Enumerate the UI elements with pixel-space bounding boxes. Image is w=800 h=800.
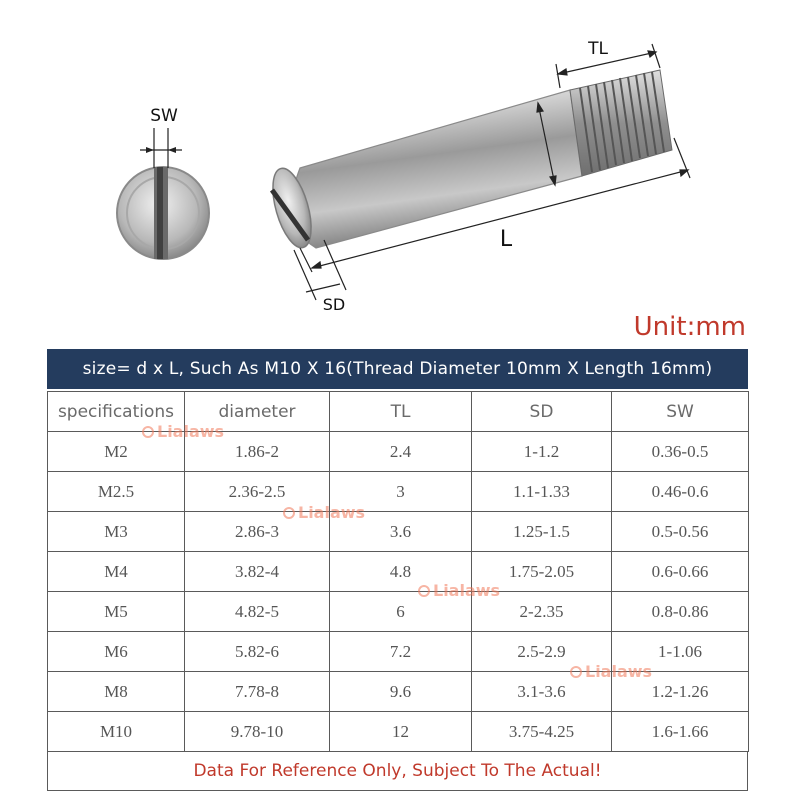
cell-sd: 3.75-4.25 (472, 712, 612, 752)
cell-spec: M8 (48, 672, 185, 712)
cell-sw: 0.36-0.5 (612, 432, 749, 472)
cell-tl: 12 (330, 712, 472, 752)
cell-sd: 2-2.35 (472, 592, 612, 632)
table-row (48, 632, 749, 672)
cell-spec: M2 (48, 432, 185, 472)
cell-sw: 1.6-1.66 (612, 712, 749, 752)
product-figure (0, 0, 800, 345)
cell-tl: 4.8 (330, 552, 472, 592)
cell-spec: M6 (48, 632, 185, 672)
table-row (48, 672, 749, 712)
sw-label: SW (150, 106, 178, 126)
cell-diameter: 4.82-5 (185, 592, 330, 632)
cell-sd: 1.75-2.05 (472, 552, 612, 592)
cell-tl: 9.6 (330, 672, 472, 712)
table-header-row (48, 392, 749, 432)
cell-sw: 0.46-0.6 (612, 472, 749, 512)
cell-diameter: 9.78-10 (185, 712, 330, 752)
cell-sw: 0.5-0.56 (612, 512, 749, 552)
cell-diameter: 3.82-4 (185, 552, 330, 592)
specification-table (47, 391, 749, 752)
cell-sd: 1-1.2 (472, 432, 612, 472)
cell-tl: 3 (330, 472, 472, 512)
sd-label: SD (322, 295, 346, 314)
header-sd: SD (472, 392, 612, 432)
pin-body (265, 70, 672, 252)
cell-sw: 1.2-1.26 (612, 672, 749, 712)
cell-spec: M10 (48, 712, 185, 752)
watermark-text: Lialaws (157, 422, 225, 441)
cell-diameter: 5.82-6 (185, 632, 330, 672)
header-sw: SW (612, 392, 749, 432)
table-row (48, 552, 749, 592)
watermark-text: Lialaws (298, 503, 366, 522)
cell-sw: 0.8-0.86 (612, 592, 749, 632)
header-tl: TL (330, 392, 472, 432)
cell-tl: 3.6 (330, 512, 472, 552)
cell-spec: M4 (48, 552, 185, 592)
cell-diameter: 1.86-2 (185, 432, 330, 472)
cell-spec: M3 (48, 512, 185, 552)
cell-diameter: 2.36-2.5 (185, 472, 330, 512)
cell-sd: 2.5-2.9 (472, 632, 612, 672)
cell-diameter: 7.78-8 (185, 672, 330, 712)
end-view (117, 128, 209, 259)
cell-tl: 6 (330, 592, 472, 632)
l-label: L (499, 227, 513, 252)
table-row (48, 592, 749, 632)
header-diameter: diameter (185, 392, 330, 432)
table-row (48, 472, 749, 512)
cell-sw: 1-1.06 (612, 632, 749, 672)
watermark-text: Lialaws (585, 662, 653, 681)
tl-label: TL (588, 39, 608, 59)
cell-sd: 3.1-3.6 (472, 672, 612, 712)
table-row (48, 712, 749, 752)
size-note-bar: size= d x L, Such As M10 X 16(Thread Diameter 10mm X Length 16mm) (47, 349, 748, 389)
cell-sd: 1.25-1.5 (472, 512, 612, 552)
cell-tl: 2.4 (330, 432, 472, 472)
reference-disclaimer: Data For Reference Only, Subject To The Actual! (47, 751, 748, 791)
dowel-pin-drawing (0, 0, 800, 345)
table-row (48, 432, 749, 472)
unit-label: Unit:mm (633, 312, 746, 342)
watermark-text: Lialaws (433, 581, 501, 600)
cell-sd: 1.1-1.33 (472, 472, 612, 512)
cell-tl: 7.2 (330, 632, 472, 672)
cell-diameter: 2.86-3 (185, 512, 330, 552)
header-specifications: specifications (48, 392, 185, 432)
cell-sw: 0.6-0.66 (612, 552, 749, 592)
cell-spec: M2.5 (48, 472, 185, 512)
cell-spec: M5 (48, 592, 185, 632)
table-row (48, 512, 749, 552)
